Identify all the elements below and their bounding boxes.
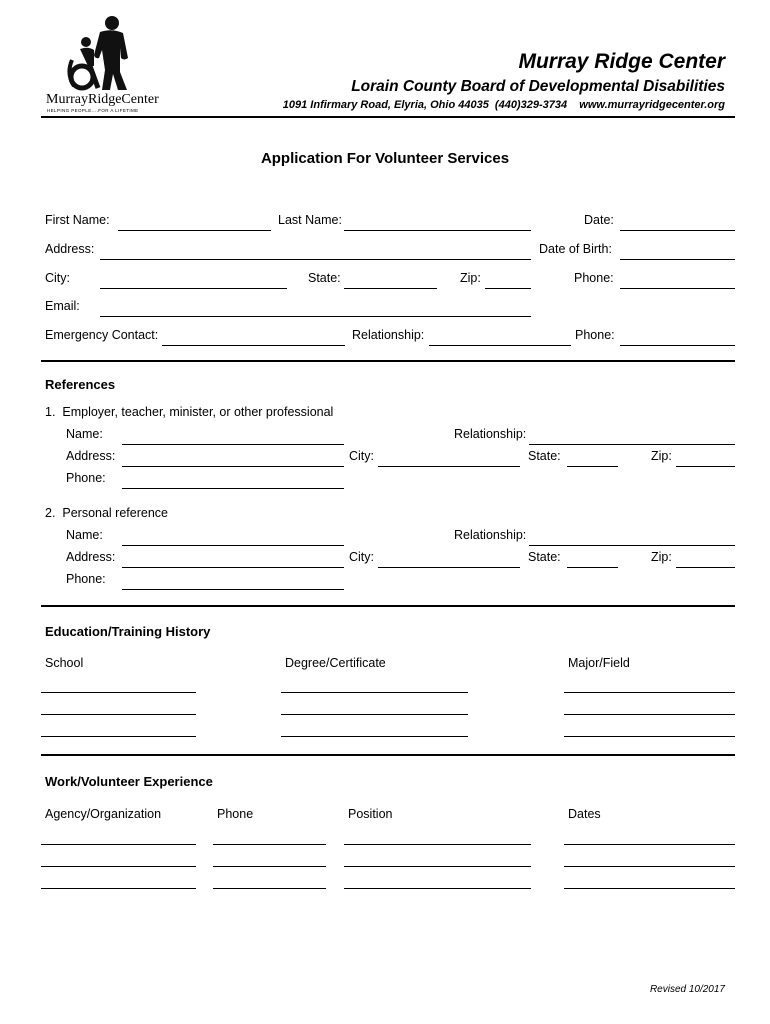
work-position-field-2[interactable] (344, 852, 531, 867)
org-name: Murray Ridge Center (518, 50, 725, 73)
section-divider (41, 605, 735, 607)
ref2-address-label: Address: (66, 550, 116, 564)
work-agency-field-1[interactable] (41, 830, 196, 845)
ref2-city-label: City: (349, 550, 374, 564)
emergency-phone-field[interactable] (620, 331, 735, 346)
col-position-header: Position (348, 807, 393, 821)
edu-degree-field-3[interactable] (281, 722, 468, 737)
col-agency-header: Agency/Organization (45, 807, 162, 821)
work-dates-field-3[interactable] (564, 874, 735, 889)
work-agency-field-2[interactable] (41, 852, 196, 867)
edu-major-field-3[interactable] (564, 722, 735, 737)
ref1-zip-label: Zip: (651, 449, 672, 463)
state-field[interactable] (344, 274, 437, 289)
work-title: Work/Volunteer Experience (45, 774, 213, 789)
ref1-zip-field[interactable] (676, 452, 735, 467)
ref2-zip-field[interactable] (676, 553, 735, 568)
last-name-label: Last Name: (278, 213, 342, 227)
ref2-state-label: State: (528, 550, 561, 564)
header-rule (41, 116, 735, 118)
logo-text: MurrayRidgeCenter (46, 92, 159, 107)
edu-major-field-2[interactable] (564, 700, 735, 715)
work-agency-field-3[interactable] (41, 874, 196, 889)
work-dates-field-2[interactable] (564, 852, 735, 867)
ref2-address-field[interactable] (122, 553, 344, 568)
ref2-phone-field[interactable] (122, 575, 344, 590)
ref1-relationship-label: Relationship: (454, 427, 527, 441)
logo-tagline: HELPING PEOPLE....FOR A LIFETIME (47, 108, 139, 113)
work-phone-field-3[interactable] (213, 874, 326, 889)
ref1-address-label: Address: (66, 449, 116, 463)
phone-field[interactable] (620, 274, 735, 289)
work-position-field-3[interactable] (344, 874, 531, 889)
emergency-phone-label: Phone: (575, 328, 615, 342)
address-label: Address: (45, 242, 95, 256)
edu-school-field-3[interactable] (41, 722, 196, 737)
references-title: References (45, 377, 116, 392)
section-divider (41, 754, 735, 756)
state-label: State: (308, 271, 341, 285)
ref2-zip-label: Zip: (651, 550, 672, 564)
col-major-header: Major/Field (568, 656, 630, 670)
ref1-address-field[interactable] (122, 452, 344, 467)
ref1-heading: 1. Employer, teacher, minister, or other professional (45, 405, 334, 419)
phone-label: Phone: (574, 271, 614, 285)
ref1-phone-label: Phone: (66, 471, 106, 485)
ref2-city-field[interactable] (378, 553, 520, 568)
relationship-field[interactable] (429, 331, 571, 346)
email-field[interactable] (100, 302, 531, 317)
ref1-name-field[interactable] (122, 430, 344, 445)
board-name: Lorain County Board of Developmental Disabilities (351, 78, 725, 95)
date-label: Date: (584, 213, 614, 227)
education-title: Education/Training History (45, 624, 211, 639)
ref1-city-field[interactable] (378, 452, 520, 467)
col-phone-header: Phone (217, 807, 254, 821)
first-name-label: First Name: (45, 213, 110, 227)
ref1-city-label: City: (349, 449, 374, 463)
ref1-relationship-field[interactable] (529, 430, 735, 445)
relationship-label: Relationship: (352, 328, 425, 342)
ref1-state-field[interactable] (567, 452, 618, 467)
edu-school-field-2[interactable] (41, 700, 196, 715)
emergency-contact-field[interactable] (162, 331, 345, 346)
ref2-relationship-field[interactable] (529, 531, 735, 546)
work-phone-field-1[interactable] (213, 830, 326, 845)
edu-major-field-1[interactable] (564, 678, 735, 693)
address-field[interactable] (100, 245, 531, 260)
col-dates-header: Dates (568, 807, 601, 821)
zip-label: Zip: (460, 271, 481, 285)
first-name-field[interactable] (118, 216, 271, 231)
col-school-header: School (45, 656, 84, 670)
date-field[interactable] (620, 216, 735, 231)
ref1-state-label: State: (528, 449, 561, 463)
edu-school-field-1[interactable] (41, 678, 196, 693)
dob-field[interactable] (620, 245, 735, 260)
section-divider (41, 360, 735, 362)
ref1-phone-field[interactable] (122, 474, 344, 489)
city-field[interactable] (100, 274, 287, 289)
contact-line: 1091 Infirmary Road, Elyria, Ohio 44035 (440)329-3734 www.murrayridgecenter.org (282, 99, 725, 111)
city-label: City: (45, 271, 70, 285)
dob-label: Date of Birth: (539, 242, 612, 256)
work-position-field-1[interactable] (344, 830, 531, 845)
ref1-name-label: Name: (66, 427, 103, 441)
ref2-phone-label: Phone: (66, 572, 106, 586)
ref2-state-field[interactable] (567, 553, 618, 568)
emergency-contact-label: Emergency Contact: (45, 328, 159, 342)
ref2-heading: 2. Personal reference (45, 506, 168, 520)
logo-figures-icon (66, 14, 136, 94)
work-phone-field-2[interactable] (213, 852, 326, 867)
edu-degree-field-2[interactable] (281, 700, 468, 715)
revision-note: Revised 10/2017 (649, 984, 725, 995)
last-name-field[interactable] (344, 216, 531, 231)
edu-degree-field-1[interactable] (281, 678, 468, 693)
col-degree-header: Degree/Certificate (285, 656, 386, 670)
email-label: Email: (45, 299, 80, 313)
work-dates-field-1[interactable] (564, 830, 735, 845)
ref2-relationship-label: Relationship: (454, 528, 527, 542)
ref2-name-field[interactable] (122, 531, 344, 546)
zip-field[interactable] (485, 274, 531, 289)
ref2-name-label: Name: (66, 528, 103, 542)
form-title: Application For Volunteer Services (260, 150, 510, 167)
